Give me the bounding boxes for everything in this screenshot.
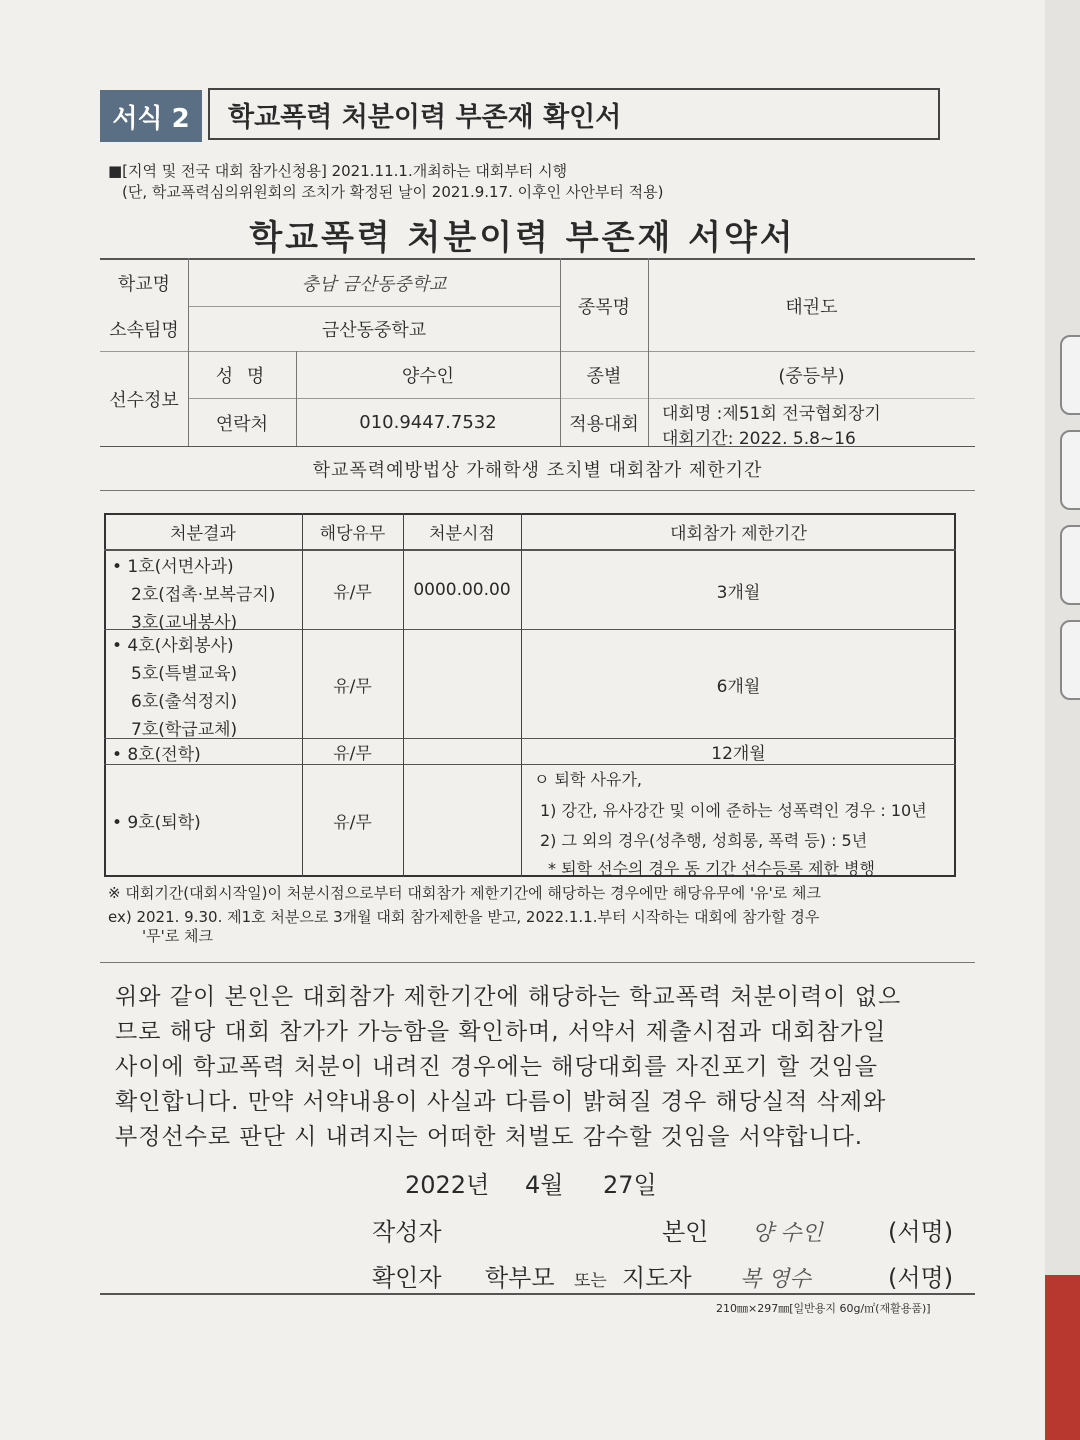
date-day: 27일: [603, 1171, 657, 1199]
footnote: '무'로 체크: [142, 927, 213, 945]
notice-line: ■[지역 및 전국 대회 참가신청용] 2021.11.1.개최하는 대회부터 시행: [108, 162, 568, 180]
column-header: 대회참가 제한기간: [670, 524, 807, 544]
footnote: ex) 2021. 9.30. 제1호 처분으로 3개월 대회 참가제한을 받고, 2022.1.1.부터 시작하는 대회에 참가할 경우: [108, 908, 820, 926]
disposition-item: 7호(학급교체): [131, 720, 238, 740]
guide-label: 지도자: [622, 1264, 692, 1292]
binder-tab: [1060, 525, 1080, 605]
sign-mark: (서명): [888, 1264, 954, 1292]
disposition-item: • 4호(사회봉사): [112, 636, 234, 656]
pledge-line: 확인합니다. 만약 서약내용이 사실과 다름이 밝혀질 경우 해당실적 삭제와: [115, 1089, 887, 1115]
disposition-item: 2호(접촉·보복금지): [131, 585, 276, 605]
competition-name: 대회명 :제51회 전국협회장기: [662, 404, 881, 424]
contact-label: 연락처: [215, 413, 269, 435]
or-label: 또는: [574, 1271, 607, 1291]
school-value: 충남 금산동중학교: [301, 274, 447, 295]
applicable-yn: 유/무: [333, 744, 372, 764]
guide-signature: 복 영수: [740, 1267, 811, 1292]
form-title: 학교폭력 처분이력 부존재 확인서: [208, 88, 940, 140]
footnote: ※ 대회기간(대회시작일)이 처분시점으로부터 대회참가 제한기간에 해당하는 경우에만 해당유무에 '유'로 체크: [108, 884, 821, 902]
bottom-border: [100, 1293, 975, 1295]
disposition-item: • 8호(전학): [112, 745, 201, 765]
pledge-line: 부정선수로 판단 시 내려지는 어떠한 처벌도 감수할 것임을 서약합니다.: [115, 1124, 864, 1150]
disposition-date: 0000.00.00: [413, 580, 511, 600]
disposition-item: 6호(출석정지): [131, 692, 238, 712]
disposition-item: 3호(교내봉사): [131, 613, 238, 633]
date-month: 4월: [525, 1171, 564, 1199]
column-header: 해당유무: [319, 524, 386, 544]
divider: [100, 962, 975, 963]
applicable-yn: 유/무: [333, 676, 372, 697]
name-value: 양수인: [401, 366, 455, 387]
sign-mark: (서명): [888, 1218, 954, 1246]
background-strip: [1045, 0, 1080, 1440]
expulsion-note: 1) 강간, 유사강간 및 이에 준하는 성폭력인 경우 : 10년: [540, 801, 927, 820]
disposition-item: 5호(특별교육): [131, 664, 238, 684]
player-info-label: 선수정보: [109, 390, 179, 411]
restriction-period: 12개월: [711, 744, 766, 764]
competition-period: 대회기간: 2022. 5.8~16: [662, 429, 856, 449]
paper-spec: 210㎜×297㎜[일반용지 60g/㎡(재활용품)]: [716, 1302, 931, 1315]
author-label: 작성자: [372, 1218, 442, 1246]
expulsion-note: ㅇ 퇴학 사유가,: [534, 770, 642, 789]
name-label: 성 명: [215, 366, 269, 387]
column-header: 처분시점: [429, 524, 495, 544]
confirmer-label: 확인자: [372, 1264, 442, 1292]
school-label: 학교명: [117, 274, 171, 295]
team-value: 금산동중학교: [321, 320, 427, 341]
self-label: 본인: [662, 1218, 709, 1246]
form-label: 서식 2: [100, 90, 202, 142]
date-year: 2022년: [405, 1171, 490, 1199]
expulsion-note: * 퇴학 선수의 경우 동 기간 선수등록 제한 병행: [548, 859, 875, 878]
disposition-item: • 1호(서면사과): [112, 557, 234, 577]
notice-line: (단, 학교폭력심의위원회의 조치가 확정된 날이 2021.9.17. 이후인 사안부터 적용): [122, 183, 664, 201]
pledge-line: 위와 같이 본인은 대회참가 제한기간에 해당하는 학교폭력 처분이력이 없으: [115, 984, 902, 1010]
self-signature: 양 수인: [752, 1221, 823, 1246]
disposition-item: • 9호(퇴학): [112, 812, 201, 833]
background-floor: [1045, 1275, 1080, 1440]
event-label: 종목명: [577, 296, 631, 318]
restriction-period: 3개월: [716, 582, 761, 603]
expulsion-note: 2) 그 외의 경우(성추행, 성희롱, 폭력 등) : 5년: [540, 831, 868, 850]
binder-tab: [1060, 335, 1080, 415]
pledge-line: 므로 해당 대회 참가가 가능함을 확인하며, 서약서 제출시점과 대회참가일: [115, 1019, 887, 1045]
binder-tab: [1060, 620, 1080, 700]
page-title: 학교폭력 처분이력 부존재 서약서: [249, 218, 796, 258]
restriction-period: 6개월: [716, 676, 761, 697]
applicable-yn: 유/무: [333, 812, 372, 833]
applicable-yn: 유/무: [333, 582, 372, 603]
event-value: 태권도: [785, 296, 838, 318]
team-label: 소속팀명: [109, 320, 179, 341]
binder-tab: [1060, 430, 1080, 510]
table-line: [100, 490, 975, 491]
division-label: 종별: [586, 366, 622, 387]
parent-label: 학부모: [485, 1264, 555, 1292]
applied-competition-label: 적용대회: [569, 413, 639, 435]
column-header: 처분결과: [170, 524, 236, 544]
division-value: (중등부): [778, 366, 845, 387]
pledge-text: [115, 980, 965, 1155]
restriction-title: 학교폭력예방법상 가해학생 조치별 대회참가 제한기간: [312, 460, 763, 481]
pledge-line: 사이에 학교폭력 처분이 내려진 경우에는 해당대회를 자진포기 할 것임을: [115, 1054, 879, 1080]
contact-value: 010.9447.7532: [359, 412, 497, 433]
